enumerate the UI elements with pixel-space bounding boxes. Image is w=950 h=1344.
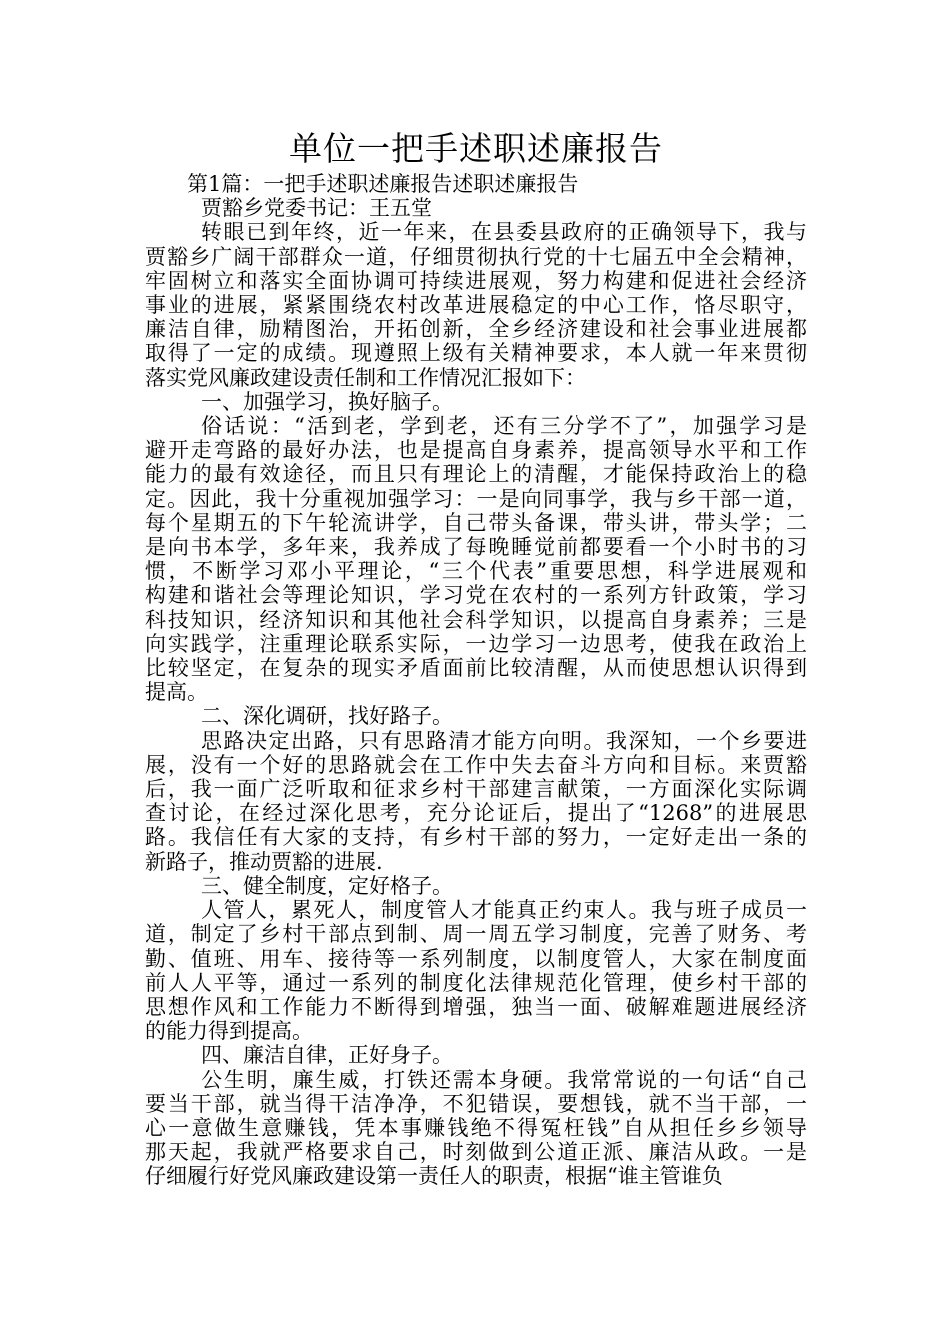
paragraph-line: 的能力得到提高。 [145, 1019, 313, 1044]
paragraph-line: 道，制定了乡村干部点到制、周一周五学习制度，完善了财务、考 [145, 922, 807, 947]
paragraph-line: 勤、值班、用车、接待等一系列制度，以制度管人，大家在制度面 [145, 946, 807, 971]
section-heading [145, 704, 807, 728]
paragraph-line: 向实践学，注重理论联系实际，一边学习一边思考，使我在政治上 [145, 631, 807, 656]
paragraph-line: 落实党风廉政建设责任制和工作情况汇报如下： [145, 365, 586, 390]
paragraph-line: 牢固树立和落实全面协调可持续进展观，努力构建和促进社会经济 [145, 268, 807, 293]
paragraph-line: 后，我一面广泛听取和征求乡村干部建言献策，一方面深化实际调 [145, 777, 807, 802]
paragraph-line: 避开走弯路的最好办法，也是提高自身素养，提高领导水平和工作 [145, 438, 807, 463]
paragraph-line: 每个星期五的下午轮流讲学，自己带头备课，带头讲，带头学；二 [145, 510, 807, 535]
document-page [145, 128, 807, 1189]
section-heading-text: 四、廉洁自律，正好身子。 [201, 1043, 453, 1068]
paragraph [145, 220, 807, 389]
paragraph-line: 提高。 [145, 680, 208, 705]
paragraph-line: 比较坚定，在复杂的现实矛盾面前比较清醒，从而使思想认识得到 [145, 656, 807, 681]
paragraph [145, 729, 807, 874]
paragraph-line: 能力的最有效途径，而且只有理论上的清醒，才能保持政治上的稳 [145, 462, 807, 487]
section-heading-text: 一、加强学习，换好脑子。 [201, 389, 453, 414]
paragraph-line: 俗话说：“活到老，学到老，还有三分学不了”，加强学习是 [201, 414, 807, 439]
paragraph-line: 公生明，廉生威，打铁还需本身硬。我常常说的一句话“自己 [201, 1067, 807, 1092]
paragraph-line: 取得了一定的成绩。现遵照上级有关精神要求，本人就一年来贯彻 [145, 341, 807, 366]
paragraph-line: 是向书本学，多年来，我养成了每晚睡觉前都要看一个小时书的习 [145, 535, 807, 560]
paragraph-line: 心一意做生意赚钱，凭本事赚钱绝不得冤枉钱”自从担任乡乡领导 [145, 1115, 807, 1140]
paragraph [145, 1068, 807, 1189]
paragraph-line: 转眼已到年终，近一年来，在县委县政府的正确领导下，我与 [201, 220, 807, 245]
section-heading [145, 390, 807, 414]
paragraph-line: 贾豁乡广阔干部群众一道，仔细贯彻执行党的十七届五中全会精神， [145, 244, 807, 269]
document-subtitle: 第1篇：一把手述职述廉报告述职述廉报告 [187, 172, 579, 196]
paragraph-line: 新路子，推动贾豁的进展. [145, 849, 383, 874]
section-heading [145, 1043, 807, 1067]
paragraph-line: 思想作风和工作能力不断得到增强，独当一面、破解难题进展经济 [145, 994, 807, 1019]
paragraph-line: 思路决定出路，只有思路清才能方向明。我深知，一个乡要进 [201, 728, 807, 753]
paragraph-line: 惯，不断学习邓小平理论，“三个代表”重要思想，科学进展观和 [145, 559, 807, 584]
paragraph-line: 廉洁自律，励精图治，开拓创新，全乡经济建设和社会事业进展都 [145, 317, 807, 342]
paragraph [145, 898, 807, 1043]
paragraph-line: 科技知识，经济知识和其他社会科学知识，以提高自身素养；三是 [145, 607, 807, 632]
paragraph-line: 展，没有一个好的思路就会在工作中失去奋斗方向和目标。来贾豁 [145, 752, 807, 777]
document-body [145, 220, 807, 1188]
paragraph-line: 路。我信任有大家的支持，有乡村干部的努力，一定好走出一条的 [145, 825, 807, 850]
paragraph-line: 仔细履行好党风廉政建设第一责任人的职责，根据“谁主管谁负 [145, 1164, 723, 1189]
paragraph [145, 414, 807, 704]
document-title: 单位一把手述职述廉报告 [289, 129, 663, 168]
paragraph-line: 那天起，我就严格要求自己，时刻做到公道正派、廉洁从政。一是 [145, 1140, 807, 1165]
section-heading-text: 三、健全制度，定好格子。 [201, 873, 453, 898]
section-heading-text: 二、深化调研，找好路子。 [201, 704, 453, 729]
paragraph-line: 查讨论，在经过深化思考，充分论证后，提出了“1268”的进展思 [145, 801, 807, 826]
section-heading [145, 874, 807, 898]
paragraph-line: 要当干部，就当得干洁净净，不犯错误，要想钱，就不当干部，一 [145, 1091, 807, 1116]
paragraph-line: 定。因此，我十分重视加强学习：一是向同事学，我与乡干部一道， [145, 486, 807, 511]
paragraph-line: 构建和谐社会等理论知识，学习党在农村的一系列方针政策，学习 [145, 583, 807, 608]
paragraph-line: 事业的进展，紧紧围绕农村改革进展稳定的中心工作，恪尽职守， [145, 293, 807, 318]
author-line: 贾豁乡党委书记：王五堂 [201, 196, 432, 221]
paragraph-line: 人管人，累死人，制度管人才能真正约束人。我与班子成员一 [201, 898, 807, 923]
paragraph-line: 前人人平等，通过一系列的制度化法律规范化管理，使乡村干部的 [145, 970, 807, 995]
